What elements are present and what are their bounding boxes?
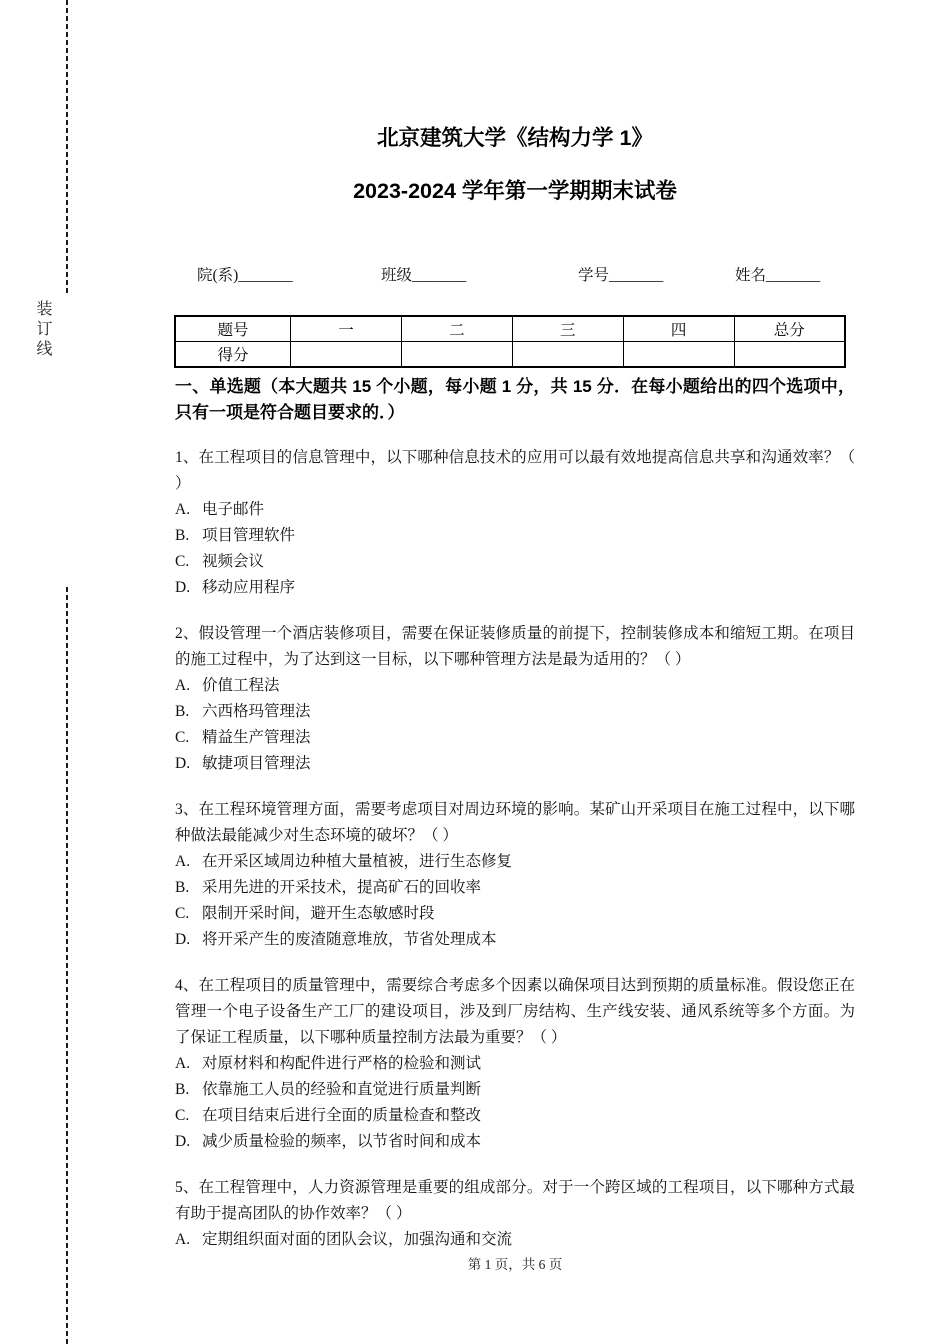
question-2 xyxy=(175,621,855,777)
field-department-blank: _______ xyxy=(238,267,293,284)
question-text: 1、在工程项目的信息管理中，以下哪种信息技术的应用可以最有效地提高信息共享和沟通效率？（ ） xyxy=(175,449,855,492)
question-4 xyxy=(175,973,855,1155)
option-text: 在开采区域周边种植大量植被，进行生态修复 xyxy=(202,853,513,870)
option-letter: A. xyxy=(175,853,191,870)
option-1d xyxy=(175,575,855,601)
score-table-cell-question-no: 题号 xyxy=(175,316,291,342)
option-letter: B. xyxy=(175,879,190,896)
option-text: 精益生产管理法 xyxy=(202,729,311,746)
option-text: 定期组织面对面的团队会议，加强沟通和交流 xyxy=(202,1231,513,1248)
option-letter: C. xyxy=(175,553,190,570)
option-text: 对原材料和构配件进行严格的检验和测试 xyxy=(202,1055,482,1072)
score-table-cell-part2: 二 xyxy=(401,316,512,342)
score-cell xyxy=(623,342,734,368)
score-cell xyxy=(734,342,845,368)
option-text: 限制开采时间，避开生态敏感时段 xyxy=(202,905,435,922)
option-letter: D. xyxy=(175,579,191,596)
score-table-cell-part3: 三 xyxy=(512,316,623,342)
option-text: 视频会议 xyxy=(202,553,265,570)
score-cell xyxy=(512,342,623,368)
score-table-cell-total: 总分 xyxy=(734,316,845,342)
score-table xyxy=(174,315,846,368)
score-table-cell-part4: 四 xyxy=(623,316,734,342)
student-info-row xyxy=(175,263,855,287)
question-3 xyxy=(175,797,855,953)
field-class xyxy=(381,263,466,285)
binding-dashed-line-bottom xyxy=(66,587,68,1344)
field-class-blank: _______ xyxy=(412,267,467,284)
option-letter: A. xyxy=(175,677,191,694)
option-text: 将开采产生的废渣随意堆放，节省处理成本 xyxy=(202,931,497,948)
option-letter: B. xyxy=(175,1081,190,1098)
option-letter: A. xyxy=(175,1055,191,1072)
option-letter: A. xyxy=(175,501,191,518)
option-letter: D. xyxy=(175,1133,191,1150)
field-name-label: 姓名 xyxy=(735,267,767,284)
option-text: 敏捷项目管理法 xyxy=(202,755,311,772)
score-cell xyxy=(401,342,512,368)
option-2a xyxy=(175,673,855,699)
field-student-id xyxy=(578,263,663,285)
field-name-blank: _______ xyxy=(766,267,821,284)
option-1a xyxy=(175,497,855,523)
question-text: 3、在工程环境管理方面，需要考虑项目对周边环境的影响。某矿山开采项目在施工过程中，以下哪种做法最能减少对生态环境的破坏？（ ） xyxy=(175,801,855,844)
score-table-score-row xyxy=(175,342,845,368)
option-letter: A. xyxy=(175,1231,191,1248)
field-department xyxy=(197,263,293,285)
option-letter: D. xyxy=(175,931,191,948)
exam-content xyxy=(175,0,855,1253)
field-student-id-blank: _______ xyxy=(609,267,664,284)
option-text: 减少质量检验的频率，以节省时间和成本 xyxy=(202,1133,482,1150)
option-4d xyxy=(175,1129,855,1155)
option-2d xyxy=(175,751,855,777)
field-name xyxy=(735,263,820,285)
option-letter: C. xyxy=(175,729,190,746)
question-1 xyxy=(175,445,855,601)
option-letter: C. xyxy=(175,1107,190,1124)
option-text: 电子邮件 xyxy=(202,501,265,518)
option-letter: D. xyxy=(175,755,191,772)
option-1b xyxy=(175,523,855,549)
exam-body xyxy=(175,374,855,1253)
option-letter: B. xyxy=(175,703,190,720)
option-text: 在项目结束后进行全面的质量检查和整改 xyxy=(202,1107,482,1124)
option-text: 依靠施工人员的经验和直觉进行质量判断 xyxy=(202,1081,482,1098)
option-3a xyxy=(175,849,855,875)
exam-subtitle: 2023-2024 学年第一学期期末试卷 xyxy=(353,179,677,203)
option-text: 价值工程法 xyxy=(202,677,280,694)
option-4a xyxy=(175,1051,855,1077)
option-letter: B. xyxy=(175,527,190,544)
option-text: 移动应用程序 xyxy=(202,579,296,596)
question-text: 2、假设管理一个酒店装修项目，需要在保证装修质量的前提下，控制装修成本和缩短工期。在项目的施工过程中，为了达到这一目标，以下哪种管理方法是最为适用的？（ ） xyxy=(175,625,855,668)
option-4b xyxy=(175,1077,855,1103)
question-text: 5、在工程管理中，人力资源管理是重要的组成部分。对于一个跨区域的工程项目，以下哪种方式最有助于提高团队的协作效率？（ ） xyxy=(175,1179,855,1222)
option-letter: C. xyxy=(175,905,190,922)
field-department-label: 院(系) xyxy=(197,267,239,284)
question-5 xyxy=(175,1175,855,1253)
option-3b xyxy=(175,875,855,901)
page-footer: 第 1 页，共 6 页 xyxy=(467,1257,563,1272)
binding-dashed-line-top xyxy=(66,0,68,294)
score-table-header-row xyxy=(175,316,845,342)
score-table-cell-part1: 一 xyxy=(291,316,402,342)
option-3c xyxy=(175,901,855,927)
field-class-label: 班级 xyxy=(381,267,413,284)
option-text: 项目管理软件 xyxy=(202,527,296,544)
binding-line-label: 装订线 xyxy=(34,300,51,360)
exam-title: 北京建筑大学《结构力学 1》 xyxy=(377,126,653,150)
option-text: 六西格玛管理法 xyxy=(202,703,311,720)
score-cell xyxy=(291,342,402,368)
option-5a xyxy=(175,1227,855,1253)
option-2c xyxy=(175,725,855,751)
option-text: 采用先进的开采技术，提高矿石的回收率 xyxy=(202,879,482,896)
question-text: 4、在工程项目的质量管理中，需要综合考虑多个因素以确保项目达到预期的质量标准。假设您正在管理一个电子设备生产工厂的建设项目，涉及到厂房结构、生产线安装、通风系统等多个方面。为了保证工程质量，以下哪种质量控制方法最为重要？（ ） xyxy=(175,977,855,1046)
field-student-id-label: 学号 xyxy=(578,267,610,284)
section-heading: 一、单选题（本大题共 15 个小题，每小题 1 分，共 15 分．在每小题给出的四个选项中，只有一项是符合题目要求的．） xyxy=(175,377,855,422)
option-4c xyxy=(175,1103,855,1129)
option-3d xyxy=(175,927,855,953)
score-table-cell-score-label: 得分 xyxy=(175,342,291,368)
option-1c xyxy=(175,549,855,575)
option-2b xyxy=(175,699,855,725)
